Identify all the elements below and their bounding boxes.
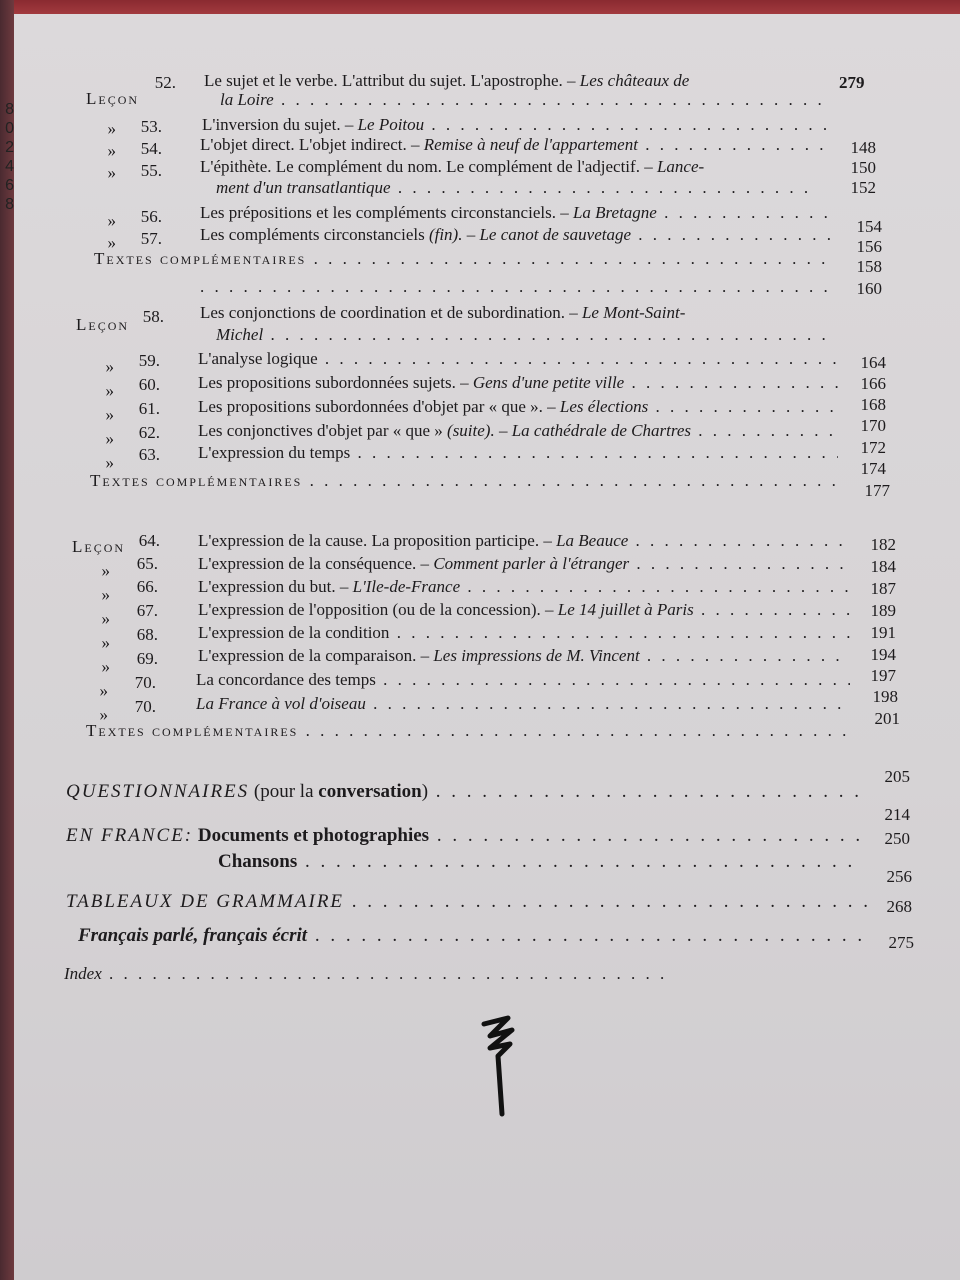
lesson-number: 57. (140, 229, 162, 248)
lesson-label: Leçon (86, 89, 140, 108)
lesson-label: Leçon (76, 315, 130, 334)
lesson-number: 68. (136, 625, 158, 644)
toc-entry: Les conjonctives d'objet par « que » (suite). – La cathédrale de Chartres . . . (198, 420, 838, 442)
lesson-number: 70. (134, 673, 156, 692)
page-ref: 201 (874, 709, 900, 728)
francais-parle-entry: Français parlé, français écrit . . . (78, 924, 870, 948)
page-ref: 174 (860, 459, 886, 478)
page-ref: 156 (856, 237, 882, 256)
page-ref: 170 (860, 416, 886, 435)
dot-leader (200, 276, 832, 298)
page-ref: 148 (850, 138, 876, 157)
page-ref: 168 (860, 395, 886, 414)
ditto-mark: » (101, 561, 110, 580)
ditto-mark: » (105, 429, 114, 448)
chansons-entry: Chansons . . . (218, 850, 864, 874)
toc-entry: Les conjonctions de coordination et de subordination. – Le Mont-Saint- (200, 303, 686, 322)
lesson-number: 58. (142, 307, 164, 326)
toc-entry: L'expression de la cause. La proposition participe. – La Beauce . . . (198, 530, 850, 552)
lesson-number: 64. (138, 531, 160, 550)
index-entry: Index . . . (64, 962, 664, 986)
page-ref: 194 (870, 645, 896, 664)
lesson-number: 61. (138, 399, 160, 418)
page-ref: 214 (884, 805, 910, 824)
previous-page-edge-digits: 8 0 2 4 6 8 (5, 101, 14, 213)
tableaux-entry: TABLEAUX DE GRAMMAIRE . . . (66, 890, 868, 914)
questionnaires-entry: QUESTIONNAIRES (pour la conversation) . . . (66, 780, 864, 804)
ditto-mark: » (105, 381, 114, 400)
page-ref: 184 (870, 557, 896, 576)
book-cover-top-edge (0, 0, 960, 14)
page-ref: 164 (860, 353, 886, 372)
page-ref: 152 (850, 178, 876, 197)
page-ref: 205 (884, 767, 910, 786)
toc-entry-continuation: Michel . . . (216, 324, 836, 346)
publisher-logo (478, 1014, 518, 1118)
toc-entry: Les propositions subordonnées sujets. – Gens d'une petite ville . . . (198, 372, 838, 394)
toc-entry-continuation: ment d'un transatlantique . . . (216, 177, 816, 199)
page-ref: 160 (856, 279, 882, 298)
toc-entry: L'expression du but. – L'Ile-de-France . . . (198, 576, 850, 598)
en-france-entry: EN FRANCE: Documents et photographies . . . (66, 824, 864, 848)
ditto-mark: » (99, 681, 108, 700)
textes-complementaires-entry: Textes complémentaires . . . (90, 470, 838, 492)
ditto-mark: » (101, 585, 110, 604)
lesson-number: 69. (136, 649, 158, 668)
lesson-number: 55. (140, 161, 162, 180)
lesson-number: 67. (136, 601, 158, 620)
lesson-number: 60. (138, 375, 160, 394)
lesson-number: 54. (140, 139, 162, 158)
page-ref: 177 (864, 481, 890, 500)
page-ref: 275 (888, 933, 914, 952)
lesson-number: 70. (134, 697, 156, 716)
textes-complementaires-entry: Textes complémentaires . . . (94, 248, 832, 270)
toc-entry: Les compléments circonstanciels (fin). – Le canot de sauvetage . . . (200, 224, 832, 246)
ditto-mark: » (107, 141, 116, 160)
toc-entry: Les propositions subordonnées d'objet par « que ». – Les élections . . . (198, 396, 838, 418)
lesson-number: 65. (136, 554, 158, 573)
toc-entry: La concordance des temps . . . (196, 669, 850, 691)
page-ref: 250 (884, 829, 910, 848)
page-ref: 150 (850, 158, 876, 177)
ditto-mark: » (107, 211, 116, 230)
page-ref: 256 (886, 867, 912, 886)
toc-entry: La France à vol d'oiseau . . . (196, 693, 850, 715)
page-ref: 166 (860, 374, 886, 393)
lesson-label: Leçon (72, 537, 126, 556)
toc-entry: L'expression de la comparaison. – Les impressions de M. Vincent . . . (198, 645, 850, 667)
lesson-number: 66. (136, 577, 158, 596)
toc-entry: L'inversion du sujet. – Le Poitou . . . (202, 114, 832, 136)
ditto-mark: » (107, 233, 116, 252)
toc-entry: L'analyse logique . . . (198, 348, 838, 370)
lesson-number: 59. (138, 351, 160, 370)
toc-entry: Le sujet et le verbe. L'attribut du sujet. L'apostrophe. – Les châteaux de (204, 71, 690, 90)
page-ref: 172 (860, 438, 886, 457)
lesson-number: 52. (154, 73, 176, 92)
ditto-mark: » (105, 453, 114, 472)
lesson-number: 62. (138, 423, 160, 442)
toc-entry-continuation: la Loire . . . (220, 89, 832, 111)
toc-entry: L'objet direct. L'objet indirect. – Remise à neuf de l'appartement . . . (200, 134, 832, 156)
page-ref: 191 (870, 623, 896, 642)
ditto-mark: » (101, 633, 110, 652)
textes-complementaires-entry: Textes complémentaires . . . (86, 720, 852, 742)
page-ref: 197 (870, 666, 896, 685)
ditto-mark: » (105, 405, 114, 424)
toc-entry: Les prépositions et les compléments circonstanciels. – La Bretagne . . . (200, 202, 832, 224)
toc-entry: L'épithète. Le complément du nom. Le complément de l'adjectif. – Lance- (200, 157, 705, 176)
page-ref: 198 (872, 687, 898, 706)
toc-entry: L'expression de la condition . . . (198, 622, 850, 644)
page-ref: 182 (870, 535, 896, 554)
lesson-number: 56. (140, 207, 162, 226)
page-ref: 268 (886, 897, 912, 916)
toc-entry: L'expression du temps . . . (198, 442, 838, 464)
ditto-mark: » (101, 609, 110, 628)
ditto-mark: » (107, 119, 116, 138)
page-ref: 187 (870, 579, 896, 598)
ditto-mark: » (101, 657, 110, 676)
ditto-mark: » (99, 705, 108, 724)
page-ref: 154 (856, 217, 882, 236)
ditto-mark: » (105, 357, 114, 376)
lesson-number: 53. (140, 117, 162, 136)
page-ref: 189 (870, 601, 896, 620)
ditto-mark: » (107, 163, 116, 182)
page-ref: 158 (856, 257, 882, 276)
toc-entry: L'expression de la conséquence. – Comment parler à l'étranger . . . (198, 553, 850, 575)
page-number: 279 (839, 73, 865, 92)
toc-entry: L'expression de l'opposition (ou de la concession). – Le 14 juillet à Paris . . . (198, 599, 850, 621)
lesson-number: 63. (138, 445, 160, 464)
